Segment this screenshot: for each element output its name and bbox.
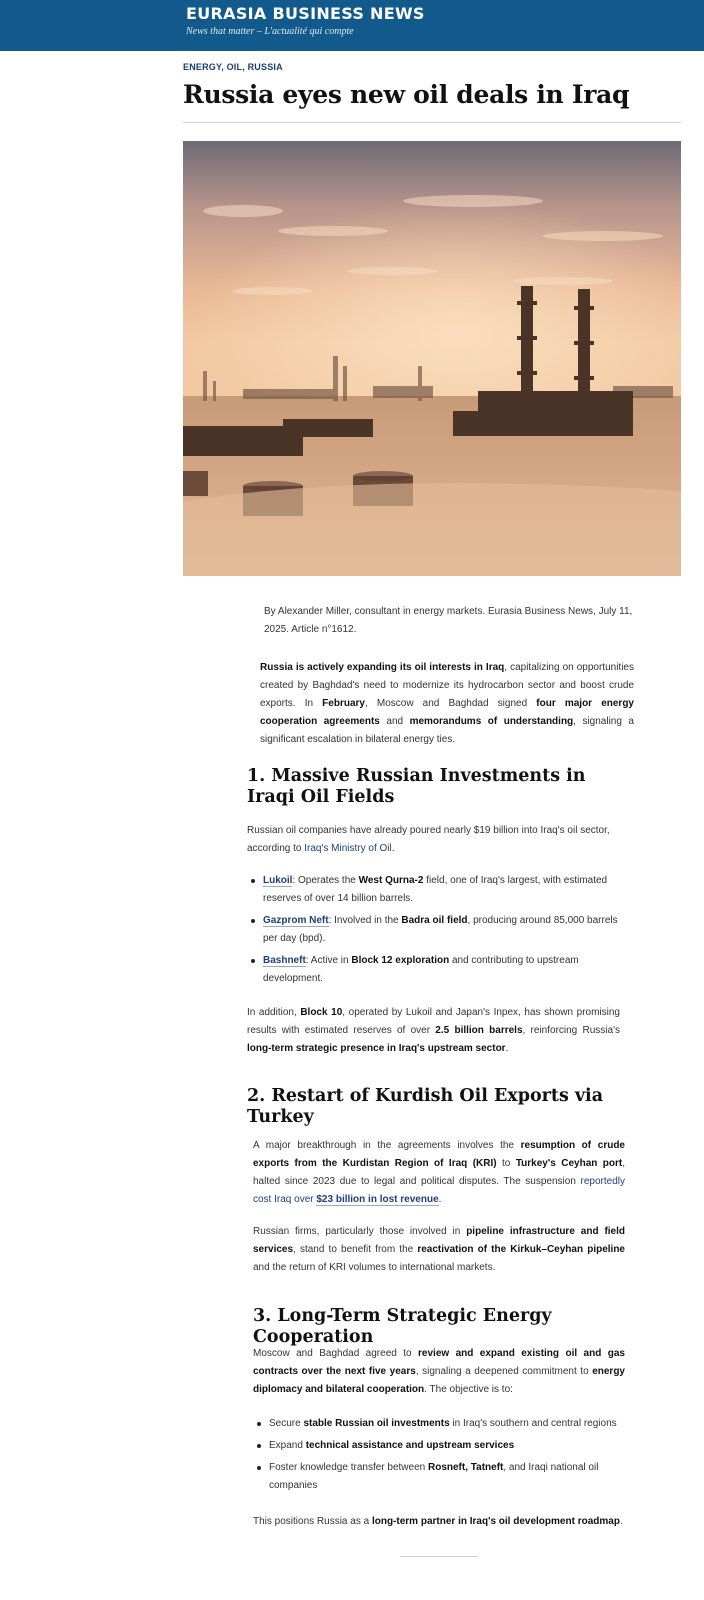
item-bold: Rosneft, Tatneft — [427, 1462, 504, 1473]
section-1-paragraph-1 — [247, 822, 627, 858]
section-3-paragraph-2 — [253, 1513, 625, 1531]
s2-p2-text-1: Russian firms, particularly those involved in — [253, 1226, 467, 1237]
item-bold: Block 12 exploration — [351, 955, 450, 966]
list-item — [247, 872, 622, 908]
item-text: , producing around 85,000 barrels per day (bpd). — [263, 915, 618, 944]
s1-p2-text-2: , operated by Lukoil and Japan's Inpex, has shown promising results with estimated reserves of over — [247, 1007, 620, 1036]
s3-p2-text-2: . — [619, 1516, 623, 1527]
section-1-paragraph-2 — [247, 1004, 620, 1058]
s2-p1-text-2: to — [496, 1158, 516, 1169]
intro-text-1: , capitalizing on opportunities created by Baghdad's need to modernize its hydrocarbon sector and boost crude exports. In — [260, 662, 634, 709]
hero-image-oil-field — [183, 141, 681, 576]
s3-p1-text-3: . The objective is to: — [424, 1384, 513, 1395]
s3-p1-bold-2: energy diplomacy and bilateral cooperation — [253, 1366, 625, 1395]
item-bold: Badra oil field — [401, 915, 468, 926]
s2-p2-text-3: and the return of KRI volumes to international markets. — [253, 1262, 496, 1273]
s1-p2-text-1: In addition, — [247, 1007, 301, 1018]
section-1-heading: 1. Massive Russian Investments in Iraqi Oil Fields — [247, 766, 586, 807]
intro-paragraph — [260, 659, 634, 749]
lost-revenue-link-text[interactable]: reportedly cost Iraq over — [253, 1176, 625, 1205]
s1-p2-bold-2: 2.5 billion barrels — [435, 1025, 523, 1036]
s2-p1-text-1: A major breakthrough in the agreements involves the — [253, 1140, 521, 1151]
item-text: : Active in — [305, 955, 352, 966]
headline-divider — [183, 122, 681, 123]
item-text: , and Iraqi national oil companies — [269, 1462, 599, 1491]
s2-p1-bold-1: resumption of crude exports from the Kurdistan Region of Iraq (KRI) — [253, 1140, 625, 1169]
article-end-divider — [400, 1556, 478, 1557]
s1-p2-text-3: , reinforcing Russia's — [522, 1025, 620, 1036]
gazprom-neft-link[interactable]: Gazprom Neft — [263, 915, 329, 926]
s1-p1-text-1: Russian oil companies have already poured nearly $19 billion into Iraq's oil sector, according to — [247, 825, 610, 854]
section-1-company-list — [247, 872, 622, 992]
category-kicker[interactable]: ENERGY, OIL, RUSSIA — [183, 62, 283, 72]
list-item — [247, 952, 622, 988]
item-text: : Involved in the — [328, 915, 402, 926]
s2-p1-bold-2: Turkey's Ceyhan port — [515, 1158, 623, 1169]
s3-p1-text-1: Moscow and Baghdad agreed to — [253, 1348, 419, 1359]
s3-p2-text-1: This positions Russia as a — [253, 1516, 372, 1527]
list-item — [253, 1459, 623, 1495]
intro-bold-1: Russia is actively expanding its oil interests in Iraq — [260, 662, 505, 673]
s2-p2-bold-2: reactivation of the Kirkuk–Ceyhan pipeline — [417, 1244, 625, 1255]
site-brand[interactable]: EURASIA BUSINESS NEWS — [186, 4, 425, 23]
section-3-objectives-list — [253, 1415, 623, 1499]
item-text: Foster knowledge transfer between — [269, 1462, 428, 1473]
item-bold: technical assistance and upstream services — [305, 1440, 515, 1451]
list-item — [247, 912, 622, 948]
item-text: Expand — [269, 1440, 306, 1451]
item-bold: stable Russian oil investments — [303, 1418, 450, 1429]
s2-p1-text-3: , halted since 2023 due to legal and political disputes. The suspension — [253, 1158, 626, 1187]
list-item — [253, 1415, 623, 1433]
article-byline — [264, 603, 644, 639]
lukoil-link[interactable]: Lukoil — [263, 875, 293, 886]
item-text: in Iraq's southern and central regions — [449, 1418, 617, 1429]
item-bold: West Qurna-2 — [358, 875, 424, 886]
section-2-paragraph-1 — [253, 1137, 625, 1209]
intro-bold-4: memorandums of understanding — [409, 716, 574, 727]
s3-p2-bold-1: long-term partner in Iraq's oil development roadmap — [371, 1516, 620, 1527]
s1-p2-bold-1: Block 10 — [300, 1007, 343, 1018]
intro-text-2: , Moscow and Baghdad signed — [364, 698, 537, 709]
item-text: field, one of Iraq's largest, with estimated reserves of over 14 billion barrels. — [263, 875, 608, 904]
item-text: Secure — [269, 1418, 304, 1429]
s1-p1-text-2: . — [391, 843, 395, 854]
ministry-of-oil-link[interactable]: Iraq's Ministry of Oil — [304, 843, 392, 854]
s2-p2-bold-1: pipeline infrastructure and field services — [253, 1226, 626, 1255]
site-tagline: News that matter – L'actualité qui compte — [186, 26, 354, 37]
article-headline: Russia eyes new oil deals in Iraq — [183, 80, 630, 109]
bashneft-link[interactable]: Bashneft — [263, 955, 306, 966]
list-item — [253, 1437, 623, 1455]
section-3-heading: 3. Long-Term Strategic Energy Cooperation — [253, 1306, 552, 1347]
section-2-heading: 2. Restart of Kurdish Oil Exports via Turkey — [247, 1086, 604, 1127]
section-3-paragraph-1 — [253, 1345, 625, 1399]
s3-p1-text-2: , signaling a deepened commitment to — [415, 1366, 593, 1377]
intro-text-3: and — [379, 716, 410, 727]
masthead — [0, 0, 704, 51]
item-text: and contributing to upstream development. — [263, 955, 579, 984]
s1-p2-text-4: . — [505, 1043, 509, 1054]
byline-line-1: By Alexander Miller, consultant in energy markets. Eurasia Business News, July 11, — [264, 606, 633, 617]
s2-p1-text-4: . — [438, 1194, 442, 1205]
s2-p2-text-2: , stand to benefit from the — [293, 1244, 418, 1255]
intro-bold-3: four major energy cooperation agreements — [260, 698, 634, 727]
s1-p2-bold-3: long-term strategic presence in Iraq's upstream sector — [247, 1043, 506, 1054]
item-text: : Operates the — [292, 875, 359, 886]
section-2-paragraph-2 — [253, 1223, 625, 1277]
s3-p1-bold-1: review and expand existing oil and gas contracts over the next five years — [253, 1348, 625, 1377]
lost-revenue-link-amount[interactable]: $23 billion in lost revenue — [316, 1194, 439, 1205]
intro-bold-2: February — [322, 698, 365, 709]
byline-line-2: 2025. Article n°1612. — [264, 624, 357, 635]
intro-text-4: , signaling a significant escalation in bilateral energy ties. — [260, 716, 634, 745]
